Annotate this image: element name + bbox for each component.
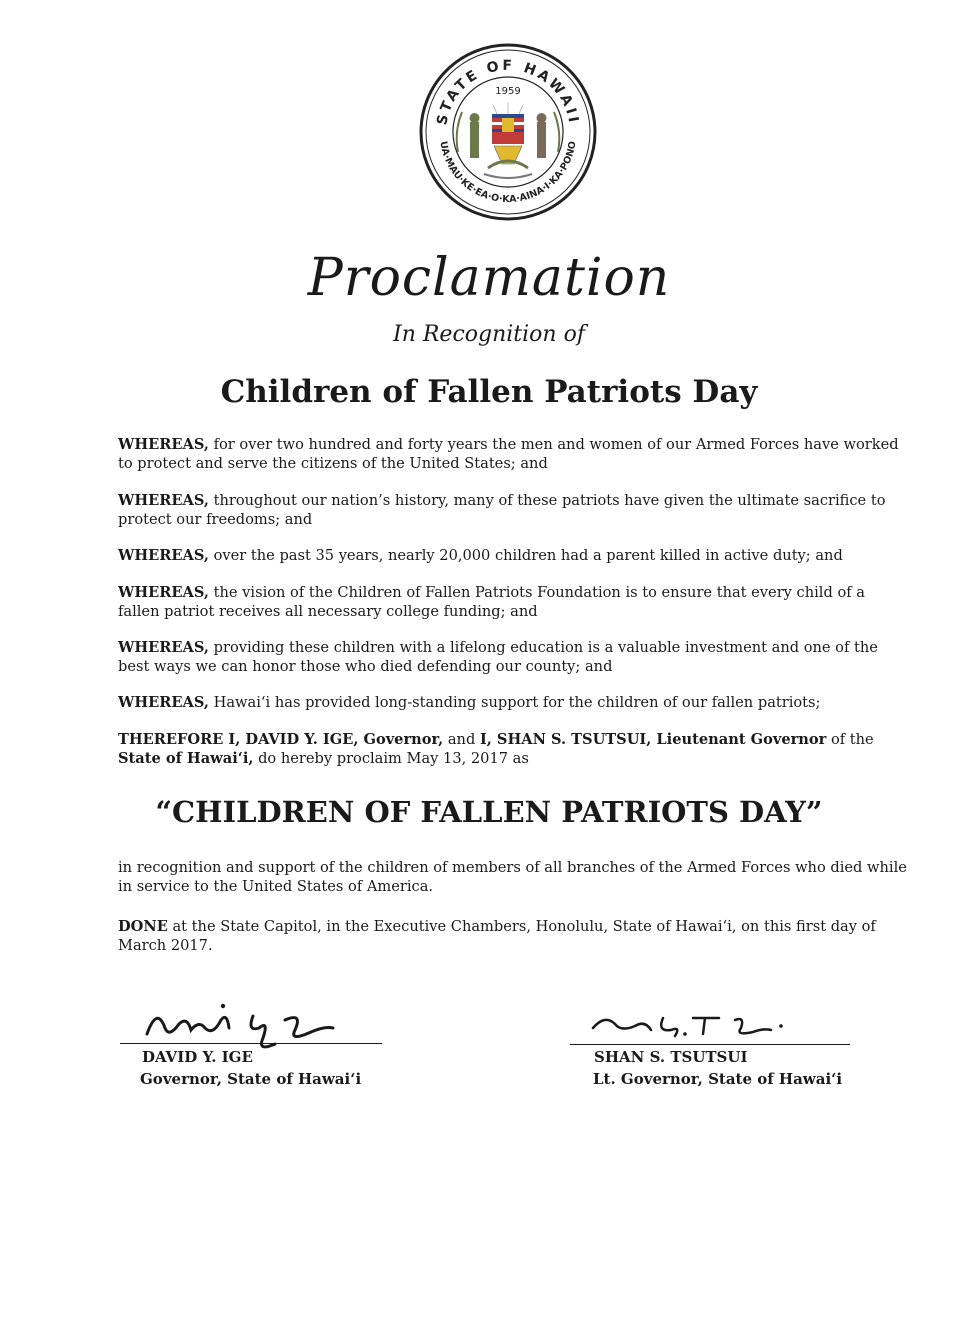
- therefore-lt-governor: I, SHAN S. TSUTSUI, Lieutenant Governor: [479, 731, 827, 748]
- page-title: Children of Fallen Patriots Day: [220, 374, 758, 410]
- whereas-clause-5: [118, 638, 908, 676]
- whereas-lead: WHEREAS,: [118, 547, 209, 564]
- whereas-clause-6: [118, 693, 908, 712]
- whereas-clause-4: [118, 583, 908, 621]
- governor-title: Governor, State of Hawai‘i: [140, 1070, 362, 1088]
- therefore-and: and: [443, 731, 480, 748]
- whereas-lead: WHEREAS,: [118, 694, 209, 711]
- therefore-state: State of Hawai‘i,: [118, 750, 254, 767]
- whereas-lead: WHEREAS,: [118, 492, 209, 509]
- lt-governor-name: SHAN S. TSUTSUI: [594, 1048, 748, 1066]
- lt-governor-signature-icon: [585, 1006, 795, 1046]
- whereas-text: the vision of the Children of Fallen Patriots Foundation is to ensure that every child of a fallen patriot receives all necessary college funding; and: [118, 584, 865, 620]
- governor-signature-line: [120, 1043, 382, 1044]
- seal-year: 1959: [495, 86, 521, 97]
- whereas-text: providing these children with a lifelong education is a valuable investment and one of the best ways we can honor those who died defending our county; and: [118, 639, 878, 675]
- whereas-clause-3: [118, 546, 908, 565]
- script-subtitle: In Recognition of: [393, 322, 585, 347]
- state-seal-icon: [418, 42, 598, 222]
- whereas-text: over the past 35 years, nearly 20,000 children had a parent killed in active duty; and: [208, 547, 843, 564]
- done-text: at the State Capitol, in the Executive Chambers, Honolulu, State of Hawai‘i, on this first day of March 2017.: [118, 918, 876, 954]
- done-lead: DONE: [118, 918, 168, 935]
- whereas-clause-2: [118, 491, 908, 529]
- lt-governor-signature-line: [570, 1044, 850, 1045]
- lt-governor-title: Lt. Governor, State of Hawai‘i: [593, 1070, 843, 1088]
- therefore-of-the: of the: [826, 731, 874, 748]
- whereas-lead: WHEREAS,: [118, 436, 209, 453]
- therefore-proclaim: do hereby proclaim May 13, 2017 as: [253, 750, 529, 767]
- whereas-text: throughout our nation’s history, many of these patriots have given the ultimate sacrifice to protect our freedoms; and: [118, 492, 886, 528]
- whereas-lead: WHEREAS,: [118, 584, 209, 601]
- script-title: Proclamation: [307, 248, 671, 308]
- therefore-governor: THEREFORE I, DAVID Y. IGE, Governor,: [118, 731, 444, 748]
- governor-name: DAVID Y. IGE: [142, 1048, 253, 1066]
- whereas-text: for over two hundred and forty years the men and women of our Armed Forces have worked to protect and serve the citizens of the United States; and: [118, 436, 899, 472]
- seal-bottom-text: UA·MAU·KE·EA·O·KA·AINA·I·KA·PONO: [437, 140, 579, 206]
- recognition-text: in recognition and support of the children of members of all branches of the Armed Forces who died while in service to the United States of America.: [118, 859, 907, 895]
- whereas-clause-1: [118, 435, 908, 473]
- therefore-clause: [118, 730, 908, 768]
- whereas-text: Hawai‘i has provided long-standing support for the children of our fallen patriots;: [208, 694, 821, 711]
- recognition-clause: [118, 858, 908, 896]
- proclaimed-day: “CHILDREN OF FALLEN PATRIOTS DAY”: [155, 795, 823, 829]
- seal-top-text: STATE OF HAWAII: [434, 57, 582, 127]
- done-clause: [118, 917, 908, 955]
- whereas-lead: WHEREAS,: [118, 639, 209, 656]
